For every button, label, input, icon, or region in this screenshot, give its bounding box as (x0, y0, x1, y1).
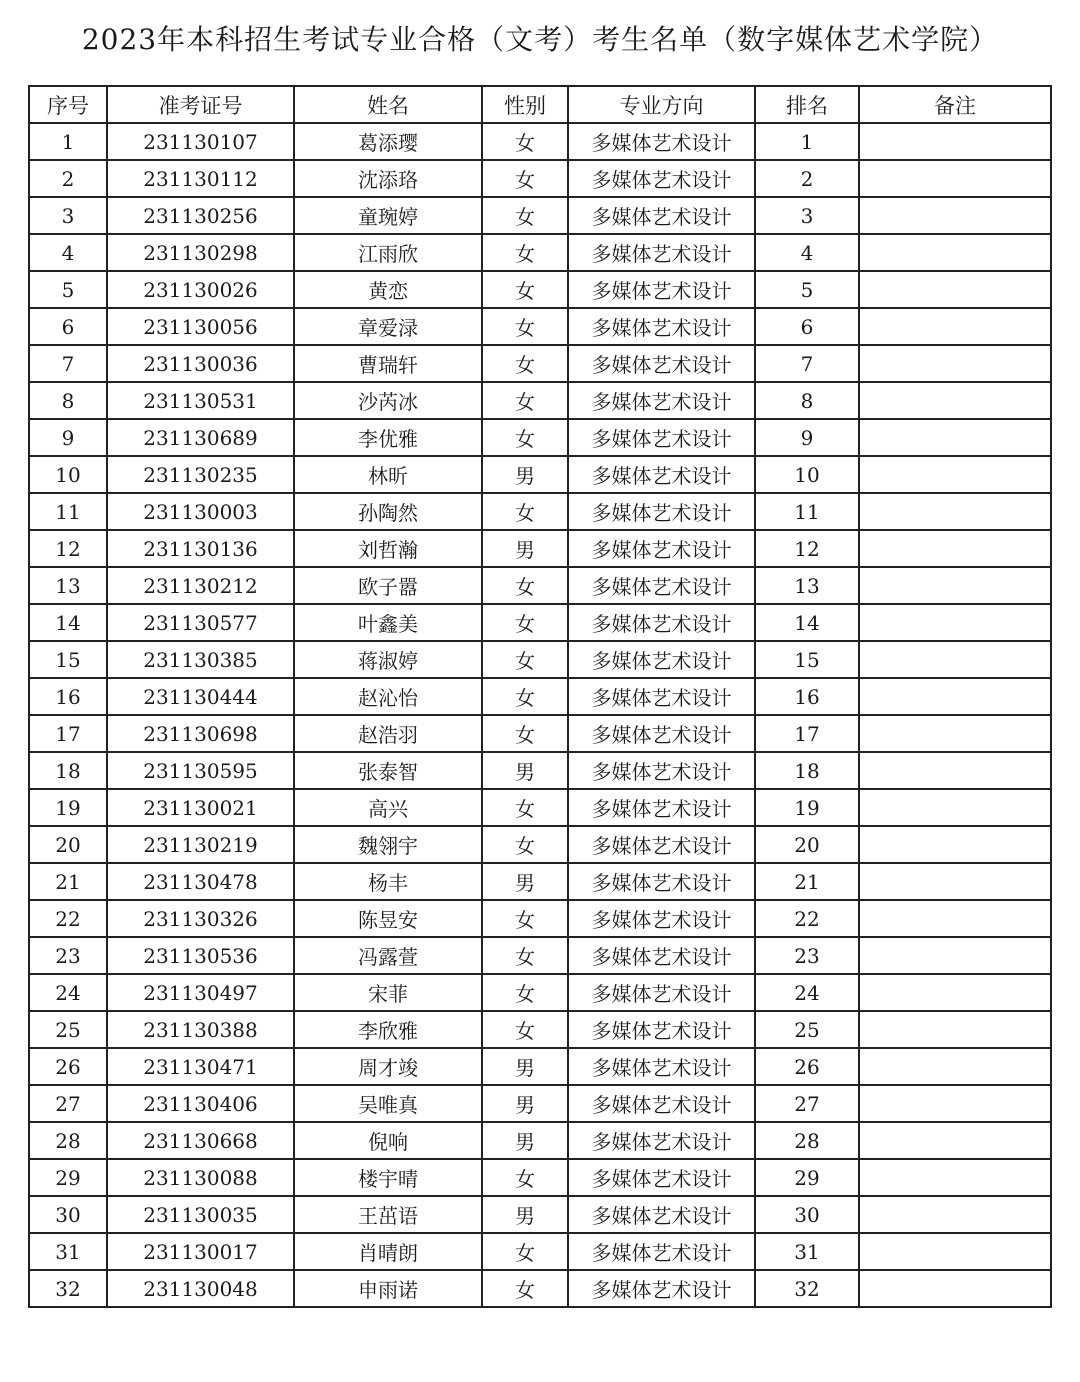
cell-name: 李优雅 (294, 419, 482, 456)
header-major: 专业方向 (568, 86, 755, 123)
cell-rank: 12 (755, 530, 859, 567)
table-row (29, 789, 1051, 826)
cell-major: 多媒体艺术设计 (568, 715, 755, 752)
cell-gender: 女 (482, 308, 568, 345)
cell-gender: 男 (482, 1048, 568, 1085)
cell-exam-id: 231130388 (107, 1011, 294, 1048)
cell-seq: 18 (29, 752, 107, 789)
cell-seq: 25 (29, 1011, 107, 1048)
cell-gender: 女 (482, 345, 568, 382)
cell-name: 倪响 (294, 1122, 482, 1159)
cell-major: 多媒体艺术设计 (568, 1159, 755, 1196)
cell-exam-id: 231130136 (107, 530, 294, 567)
cell-rank: 2 (755, 160, 859, 197)
cell-gender: 女 (482, 271, 568, 308)
cell-gender: 男 (482, 1196, 568, 1233)
cell-exam-id: 231130048 (107, 1270, 294, 1307)
cell-remarks (859, 1159, 1051, 1196)
cell-name: 江雨欣 (294, 234, 482, 271)
cell-remarks (859, 974, 1051, 1011)
cell-rank: 22 (755, 900, 859, 937)
cell-remarks (859, 308, 1051, 345)
cell-exam-id: 231130056 (107, 308, 294, 345)
cell-gender: 女 (482, 197, 568, 234)
cell-seq: 27 (29, 1085, 107, 1122)
cell-exam-id: 231130035 (107, 1196, 294, 1233)
cell-seq: 17 (29, 715, 107, 752)
cell-seq: 8 (29, 382, 107, 419)
cell-seq: 5 (29, 271, 107, 308)
cell-name: 吴唯真 (294, 1085, 482, 1122)
cell-name: 魏翎宇 (294, 826, 482, 863)
cell-seq: 30 (29, 1196, 107, 1233)
cell-major: 多媒体艺术设计 (568, 493, 755, 530)
cell-seq: 21 (29, 863, 107, 900)
cell-seq: 13 (29, 567, 107, 604)
cell-name: 刘哲瀚 (294, 530, 482, 567)
cell-gender: 女 (482, 123, 568, 160)
cell-seq: 19 (29, 789, 107, 826)
cell-exam-id: 231130385 (107, 641, 294, 678)
cell-rank: 8 (755, 382, 859, 419)
table-row (29, 493, 1051, 530)
table-row (29, 715, 1051, 752)
cell-rank: 15 (755, 641, 859, 678)
cell-major: 多媒体艺术设计 (568, 160, 755, 197)
table-row (29, 1011, 1051, 1048)
cell-rank: 20 (755, 826, 859, 863)
cell-seq: 12 (29, 530, 107, 567)
cell-remarks (859, 678, 1051, 715)
table-row (29, 678, 1051, 715)
table-row (29, 900, 1051, 937)
table-header-row (29, 86, 1051, 123)
table-row (29, 1233, 1051, 1270)
cell-major: 多媒体艺术设计 (568, 789, 755, 826)
cell-gender: 女 (482, 1233, 568, 1270)
table-row (29, 641, 1051, 678)
cell-gender: 女 (482, 678, 568, 715)
cell-gender: 女 (482, 1011, 568, 1048)
cell-seq: 6 (29, 308, 107, 345)
cell-remarks (859, 456, 1051, 493)
cell-exam-id: 231130595 (107, 752, 294, 789)
cell-gender: 女 (482, 604, 568, 641)
cell-name: 葛添璎 (294, 123, 482, 160)
cell-remarks (859, 715, 1051, 752)
cell-rank: 11 (755, 493, 859, 530)
cell-gender: 女 (482, 160, 568, 197)
cell-exam-id: 231130112 (107, 160, 294, 197)
cell-remarks (859, 123, 1051, 160)
cell-exam-id: 231130471 (107, 1048, 294, 1085)
cell-remarks (859, 789, 1051, 826)
cell-seq: 16 (29, 678, 107, 715)
cell-gender: 女 (482, 641, 568, 678)
cell-name: 楼宇晴 (294, 1159, 482, 1196)
cell-major: 多媒体艺术设计 (568, 345, 755, 382)
page-title: 2023年本科招生考试专业合格（文考）考生名单（数字媒体艺术学院） (81, 23, 999, 56)
cell-remarks (859, 197, 1051, 234)
candidate-table (28, 85, 1052, 1308)
cell-remarks (859, 271, 1051, 308)
cell-name: 赵浩羽 (294, 715, 482, 752)
cell-gender: 女 (482, 1159, 568, 1196)
cell-seq: 9 (29, 419, 107, 456)
header-rank: 排名 (755, 86, 859, 123)
cell-gender: 女 (482, 826, 568, 863)
cell-remarks (859, 160, 1051, 197)
cell-rank: 23 (755, 937, 859, 974)
table-row (29, 974, 1051, 1011)
cell-name: 肖晴朗 (294, 1233, 482, 1270)
cell-remarks (859, 826, 1051, 863)
cell-name: 林昕 (294, 456, 482, 493)
cell-gender: 女 (482, 715, 568, 752)
cell-exam-id: 231130478 (107, 863, 294, 900)
cell-major: 多媒体艺术设计 (568, 752, 755, 789)
cell-rank: 4 (755, 234, 859, 271)
table-row (29, 1122, 1051, 1159)
cell-exam-id: 231130536 (107, 937, 294, 974)
cell-gender: 男 (482, 752, 568, 789)
cell-remarks (859, 937, 1051, 974)
cell-exam-id: 231130212 (107, 567, 294, 604)
cell-exam-id: 231130003 (107, 493, 294, 530)
cell-name: 赵沁怡 (294, 678, 482, 715)
table-row (29, 234, 1051, 271)
cell-major: 多媒体艺术设计 (568, 382, 755, 419)
cell-seq: 28 (29, 1122, 107, 1159)
cell-exam-id: 231130444 (107, 678, 294, 715)
cell-major: 多媒体艺术设计 (568, 937, 755, 974)
cell-rank: 30 (755, 1196, 859, 1233)
cell-rank: 6 (755, 308, 859, 345)
cell-name: 冯露萱 (294, 937, 482, 974)
table-row (29, 382, 1051, 419)
cell-exam-id: 231130026 (107, 271, 294, 308)
header-seq: 序号 (29, 86, 107, 123)
cell-seq: 23 (29, 937, 107, 974)
cell-major: 多媒体艺术设计 (568, 456, 755, 493)
cell-gender: 男 (482, 1085, 568, 1122)
cell-gender: 男 (482, 530, 568, 567)
cell-gender: 男 (482, 456, 568, 493)
cell-gender: 男 (482, 863, 568, 900)
header-gender: 性别 (482, 86, 568, 123)
table-row (29, 123, 1051, 160)
cell-rank: 31 (755, 1233, 859, 1270)
cell-name: 杨丰 (294, 863, 482, 900)
cell-gender: 女 (482, 382, 568, 419)
cell-seq: 10 (29, 456, 107, 493)
cell-rank: 17 (755, 715, 859, 752)
cell-rank: 24 (755, 974, 859, 1011)
table-row (29, 308, 1051, 345)
cell-major: 多媒体艺术设计 (568, 530, 755, 567)
cell-exam-id: 231130017 (107, 1233, 294, 1270)
cell-seq: 2 (29, 160, 107, 197)
table-row (29, 1048, 1051, 1085)
cell-major: 多媒体艺术设计 (568, 641, 755, 678)
header-exam-id: 准考证号 (107, 86, 294, 123)
cell-seq: 31 (29, 1233, 107, 1270)
cell-seq: 22 (29, 900, 107, 937)
cell-name: 黄恋 (294, 271, 482, 308)
cell-exam-id: 231130256 (107, 197, 294, 234)
cell-gender: 女 (482, 937, 568, 974)
cell-major: 多媒体艺术设计 (568, 678, 755, 715)
cell-major: 多媒体艺术设计 (568, 271, 755, 308)
cell-major: 多媒体艺术设计 (568, 1048, 755, 1085)
cell-exam-id: 231130326 (107, 900, 294, 937)
cell-rank: 5 (755, 271, 859, 308)
table-row (29, 271, 1051, 308)
cell-rank: 7 (755, 345, 859, 382)
cell-exam-id: 231130698 (107, 715, 294, 752)
cell-remarks (859, 530, 1051, 567)
cell-seq: 11 (29, 493, 107, 530)
cell-major: 多媒体艺术设计 (568, 826, 755, 863)
cell-exam-id: 231130668 (107, 1122, 294, 1159)
cell-gender: 女 (482, 789, 568, 826)
cell-gender: 女 (482, 567, 568, 604)
cell-exam-id: 231130107 (107, 123, 294, 160)
cell-gender: 女 (482, 1270, 568, 1307)
cell-exam-id: 231130235 (107, 456, 294, 493)
cell-exam-id: 231130088 (107, 1159, 294, 1196)
table-row (29, 1159, 1051, 1196)
cell-exam-id: 231130298 (107, 234, 294, 271)
cell-seq: 15 (29, 641, 107, 678)
cell-major: 多媒体艺术设计 (568, 863, 755, 900)
cell-seq: 29 (29, 1159, 107, 1196)
cell-remarks (859, 1233, 1051, 1270)
cell-rank: 16 (755, 678, 859, 715)
table-row (29, 456, 1051, 493)
cell-major: 多媒体艺术设计 (568, 123, 755, 160)
cell-major: 多媒体艺术设计 (568, 1122, 755, 1159)
cell-seq: 14 (29, 604, 107, 641)
cell-remarks (859, 382, 1051, 419)
cell-major: 多媒体艺术设计 (568, 1085, 755, 1122)
cell-exam-id: 231130219 (107, 826, 294, 863)
cell-rank: 25 (755, 1011, 859, 1048)
cell-seq: 3 (29, 197, 107, 234)
cell-name: 高兴 (294, 789, 482, 826)
cell-remarks (859, 1011, 1051, 1048)
cell-name: 宋菲 (294, 974, 482, 1011)
table-row (29, 1085, 1051, 1122)
cell-rank: 18 (755, 752, 859, 789)
cell-major: 多媒体艺术设计 (568, 974, 755, 1011)
cell-name: 沈添珞 (294, 160, 482, 197)
cell-remarks (859, 641, 1051, 678)
cell-seq: 4 (29, 234, 107, 271)
cell-major: 多媒体艺术设计 (568, 234, 755, 271)
cell-major: 多媒体艺术设计 (568, 1233, 755, 1270)
table-row (29, 1196, 1051, 1233)
table-row (29, 752, 1051, 789)
cell-exam-id: 231130531 (107, 382, 294, 419)
cell-gender: 女 (482, 974, 568, 1011)
cell-seq: 26 (29, 1048, 107, 1085)
table-row (29, 604, 1051, 641)
cell-name: 陈昱安 (294, 900, 482, 937)
cell-seq: 7 (29, 345, 107, 382)
cell-rank: 29 (755, 1159, 859, 1196)
cell-remarks (859, 419, 1051, 456)
cell-name: 李欣雅 (294, 1011, 482, 1048)
cell-seq: 20 (29, 826, 107, 863)
cell-rank: 32 (755, 1270, 859, 1307)
cell-rank: 26 (755, 1048, 859, 1085)
cell-remarks (859, 1270, 1051, 1307)
table-row (29, 419, 1051, 456)
cell-exam-id: 231130689 (107, 419, 294, 456)
cell-seq: 24 (29, 974, 107, 1011)
cell-exam-id: 231130021 (107, 789, 294, 826)
cell-major: 多媒体艺术设计 (568, 419, 755, 456)
table-row (29, 826, 1051, 863)
cell-remarks (859, 900, 1051, 937)
cell-remarks (859, 567, 1051, 604)
cell-rank: 10 (755, 456, 859, 493)
cell-exam-id: 231130497 (107, 974, 294, 1011)
cell-name: 童琬婷 (294, 197, 482, 234)
cell-seq: 1 (29, 123, 107, 160)
table-row (29, 937, 1051, 974)
cell-remarks (859, 752, 1051, 789)
cell-name: 张泰智 (294, 752, 482, 789)
cell-rank: 28 (755, 1122, 859, 1159)
cell-major: 多媒体艺术设计 (568, 604, 755, 641)
cell-remarks (859, 1122, 1051, 1159)
table-row (29, 863, 1051, 900)
cell-remarks (859, 1085, 1051, 1122)
cell-name: 王茁语 (294, 1196, 482, 1233)
cell-name: 曹瑞轩 (294, 345, 482, 382)
cell-name: 叶鑫美 (294, 604, 482, 641)
cell-remarks (859, 493, 1051, 530)
cell-major: 多媒体艺术设计 (568, 1011, 755, 1048)
cell-major: 多媒体艺术设计 (568, 1270, 755, 1307)
cell-rank: 27 (755, 1085, 859, 1122)
cell-rank: 13 (755, 567, 859, 604)
cell-name: 申雨诺 (294, 1270, 482, 1307)
cell-remarks (859, 345, 1051, 382)
cell-remarks (859, 1196, 1051, 1233)
cell-name: 蒋淑婷 (294, 641, 482, 678)
cell-name: 孙陶然 (294, 493, 482, 530)
cell-remarks (859, 1048, 1051, 1085)
table-row (29, 345, 1051, 382)
cell-major: 多媒体艺术设计 (568, 197, 755, 234)
cell-exam-id: 231130577 (107, 604, 294, 641)
header-remarks: 备注 (859, 86, 1051, 123)
header-name: 姓名 (294, 86, 482, 123)
cell-rank: 14 (755, 604, 859, 641)
cell-name: 章爱渌 (294, 308, 482, 345)
cell-rank: 9 (755, 419, 859, 456)
cell-major: 多媒体艺术设计 (568, 567, 755, 604)
cell-seq: 32 (29, 1270, 107, 1307)
cell-remarks (859, 234, 1051, 271)
cell-gender: 男 (482, 1122, 568, 1159)
table-row (29, 1270, 1051, 1307)
table-row (29, 530, 1051, 567)
cell-name: 周才竣 (294, 1048, 482, 1085)
cell-rank: 19 (755, 789, 859, 826)
cell-gender: 女 (482, 419, 568, 456)
cell-remarks (859, 604, 1051, 641)
table-row (29, 567, 1051, 604)
table-row (29, 197, 1051, 234)
cell-gender: 女 (482, 493, 568, 530)
cell-gender: 女 (482, 900, 568, 937)
cell-major: 多媒体艺术设计 (568, 308, 755, 345)
cell-exam-id: 231130036 (107, 345, 294, 382)
cell-major: 多媒体艺术设计 (568, 900, 755, 937)
table-row (29, 160, 1051, 197)
table-body (29, 123, 1051, 1307)
cell-remarks (859, 863, 1051, 900)
cell-rank: 3 (755, 197, 859, 234)
cell-major: 多媒体艺术设计 (568, 1196, 755, 1233)
cell-exam-id: 231130406 (107, 1085, 294, 1122)
cell-name: 欧子嚣 (294, 567, 482, 604)
cell-gender: 女 (482, 234, 568, 271)
cell-rank: 1 (755, 123, 859, 160)
cell-name: 沙芮冰 (294, 382, 482, 419)
cell-rank: 21 (755, 863, 859, 900)
